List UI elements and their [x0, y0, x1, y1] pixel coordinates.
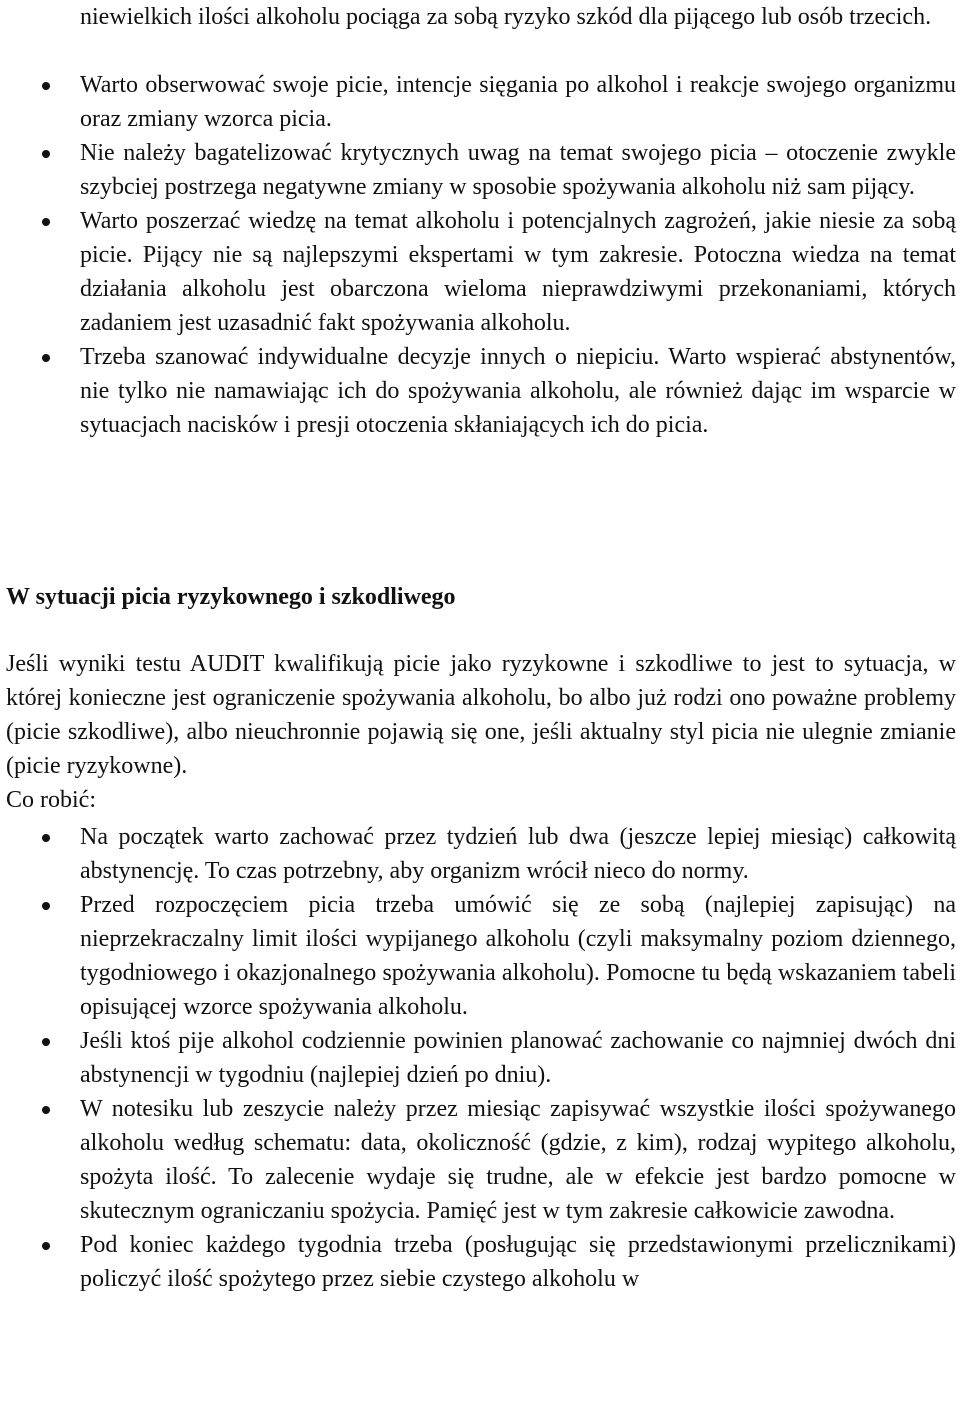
- section-paragraph: Jeśli wyniki testu AUDIT kwalifikują picie jako ryzykowne i szkodliwe to jest to sytuacja, w której konieczne jest ograniczenie spożywania alkoholu, bo albo już rodzi ono poważne problemy (picie szkodliwe), albo nieuchronnie pojawią się one, jeśli aktualny styl picia nie ulegnie zmianie (picie ryzykowne).: [6, 651, 956, 779]
- list-item: [6, 204, 956, 340]
- bullet-icon: [42, 150, 50, 158]
- bullet-icon: [42, 218, 50, 226]
- list-item-text: Jeśli ktoś pije alkohol codziennie powinien planować zachowanie co najmniej dwóch dni abstynencji w tygodniu (najlepiej dzień po dniu).: [80, 1028, 956, 1088]
- list-item-text: Warto poszerzać wiedzę na temat alkoholu i potencjalnych zagrożeń, jakie niesie za sobą picie. Pijący nie są najlepszymi ekspertami w tym zakresie. Potoczna wiedza na temat działania alkoholu jest obarczona wieloma nieprawdziwymi przekonaniami, których zadaniem jest uzasadnić fakt spożywania alkoholu.: [80, 208, 956, 336]
- section-paragraph-block: [6, 647, 956, 817]
- list-item-text: Na początek warto zachować przez tydzień lub dwa (jeszcze lepiej miesiąc) całkowitą abstynencję. To czas potrzebny, aby organizm wrócił nieco do normy.: [80, 824, 956, 884]
- section-heading-block: [6, 580, 956, 614]
- list-item: [6, 888, 956, 1024]
- list-item: [6, 340, 956, 442]
- list-item-text: Nie należy bagatelizować krytycznych uwag na temat swojego picia – otoczenie zwykle szybciej postrzega negatywne zmiany w sposobie spożywania alkoholu niż sam pijący.: [80, 140, 956, 200]
- bullet-icon: [42, 354, 50, 362]
- list-item-text: W notesiku lub zeszycie należy przez miesiąc zapisywać wszystkie ilości spożywanego alkoholu według schematu: data, okoliczność (gdzie, z kim), rodzaj wypitego alkoholu, spożyta ilość. To zalecenie wydaje się trudne, ale w efekcie jest bardzo pomocne w skutecznym ograniczaniu spożycia. Pamięć jest w tym zakresie całkowicie zawodna.: [80, 1096, 956, 1224]
- bullet-icon: [42, 902, 50, 910]
- list-item: [6, 1092, 956, 1228]
- list-item-text: Pod koniec każdego tygodnia trzeba (posługując się przedstawionymi przelicznikami) policzyć ilość spożytego przez siebie czystego alkoholu w: [80, 1232, 956, 1292]
- list-item: [6, 136, 956, 204]
- bullet-icon: [42, 834, 50, 842]
- list-item: [6, 820, 956, 888]
- what-to-do-label: Co robić:: [6, 787, 96, 813]
- action-steps-list: [6, 820, 956, 1296]
- list-item-text: Przed rozpoczęciem picia trzeba umówić się ze sobą (najlepiej zapisując) na nieprzekraczalny limit ilości wypijanego alkoholu (czyli maksymalny poziom dziennego, tygodniowego i okazjonalnego spożywania alkoholu). Pomocne tu będą wskazaniem tabeli opisującej wzorce spożywania alkoholu.: [80, 892, 956, 1020]
- section-heading: W sytuacji picia ryzykownego i szkodliwego: [6, 584, 456, 610]
- list-item: [6, 68, 956, 136]
- bullet-icon: [42, 82, 50, 90]
- list-item: [6, 1024, 956, 1092]
- bullet-icon: [42, 1242, 50, 1250]
- bullet-icon: [42, 1106, 50, 1114]
- continued-text: niewielkich ilości alkoholu pociąga za sobą ryzyko szkód dla pijącego lub osób trzecich.: [80, 4, 932, 30]
- list-item-text: Trzeba szanować indywidualne decyzje innych o niepiciu. Warto wspierać abstynentów, nie tylko nie namawiając ich do spożywania alkoholu, ale również dając im wsparcie w sytuacjach nacisków i presji otoczenia skłaniających ich do picia.: [80, 344, 956, 438]
- bullet-icon: [42, 1038, 50, 1046]
- continued-bullet-text: [6, 0, 956, 34]
- recommendations-list: [6, 68, 956, 442]
- list-item: [6, 1228, 956, 1296]
- list-item-text: Warto obserwować swoje picie, intencje sięgania po alkohol i reakcje swojego organizmu oraz zmiany wzorca picia.: [80, 72, 956, 132]
